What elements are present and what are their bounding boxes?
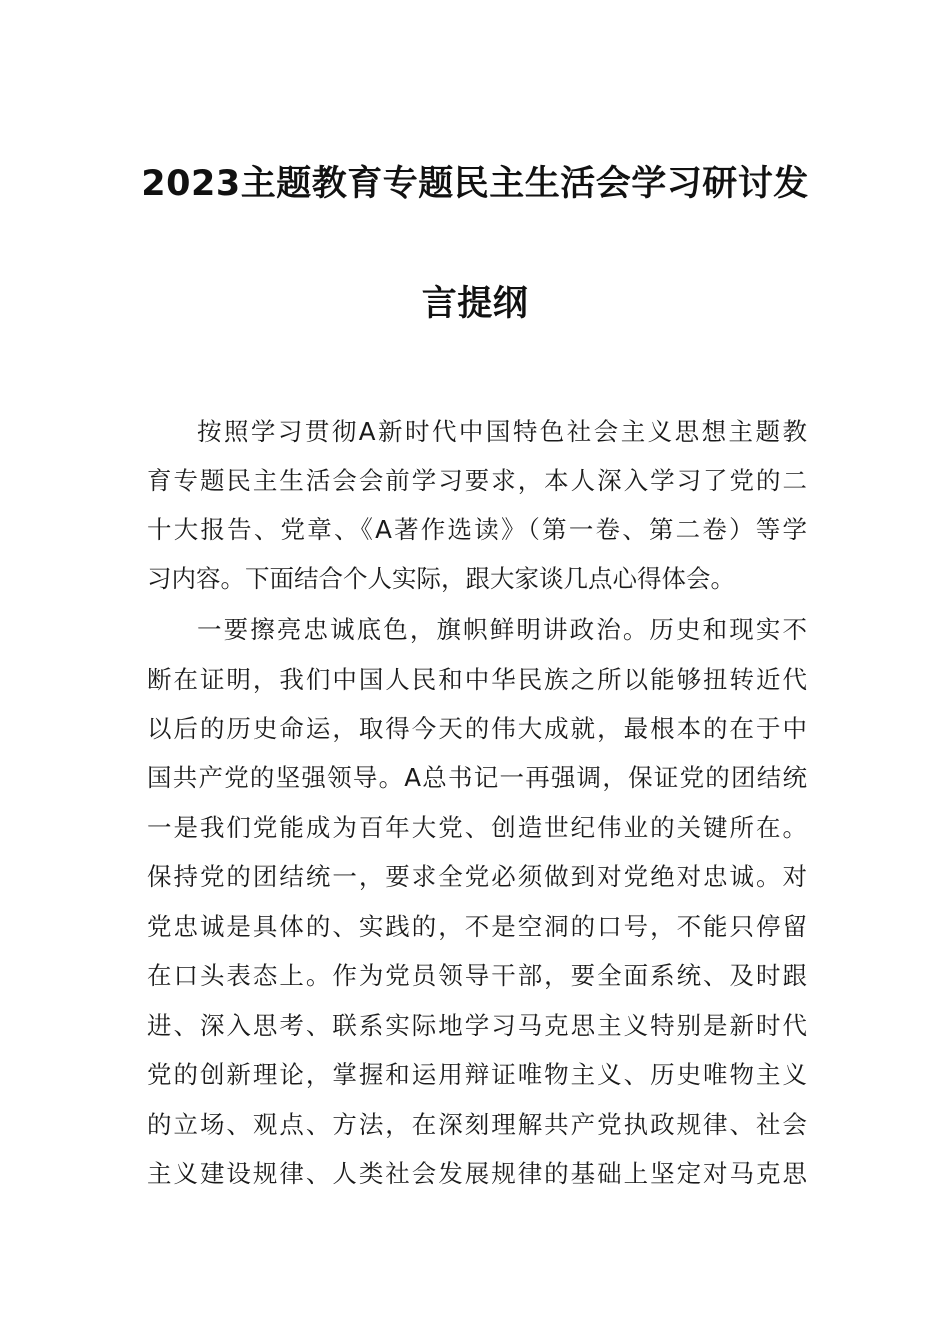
- body-line: 国共产党的坚强领导。A总书记一再强调，保证党的团结统: [147, 763, 807, 792]
- body-line: 主义建设规律、人类社会发展规律的基础上坚定对马克思: [147, 1159, 807, 1188]
- body-line: 育专题民主生活会会前学习要求，本人深入学习了党的二: [147, 466, 807, 495]
- body-line: 保持党的团结统一，要求全党必须做到对党绝对忠诚。对: [147, 862, 807, 891]
- body-line: 一要擦亮忠诚底色，旗帜鲜明讲政治。历史和现实不: [197, 615, 807, 644]
- body-line: 习内容。下面结合个人实际，跟大家谈几点心得体会。: [147, 564, 735, 593]
- document-title-line-1: 2023主题教育专题民主生活会学习研讨发: [141, 164, 809, 204]
- body-line: 进、深入思考、联系实际地学习马克思主义特别是新时代: [147, 1011, 807, 1040]
- body-line: 按照学习贯彻A新时代中国特色社会主义思想主题教: [197, 417, 807, 446]
- body-line: 党的创新理论，掌握和运用辩证唯物主义、历史唯物主义: [147, 1060, 807, 1089]
- body-line: 十大报告、党章、《A著作选读》（第一卷、第二卷）等学: [147, 515, 807, 544]
- document-title-line-2: 言提纲: [421, 284, 529, 324]
- body-line: 一是我们党能成为百年大党、创造世纪伟业的关键所在。: [147, 813, 807, 842]
- body-line: 的立场、观点、方法，在深刻理解共产党执政规律、社会: [147, 1110, 807, 1139]
- body-line: 在口头表态上。作为党员领导干部，要全面系统、及时跟: [147, 961, 807, 990]
- body-line: 党忠诚是具体的、实践的，不是空洞的口号，不能只停留: [147, 912, 807, 941]
- body-line: 断在证明，我们中国人民和中华民族之所以能够扭转近代: [147, 665, 807, 694]
- body-line: 以后的历史命运，取得今天的伟大成就，最根本的在于中: [147, 714, 807, 743]
